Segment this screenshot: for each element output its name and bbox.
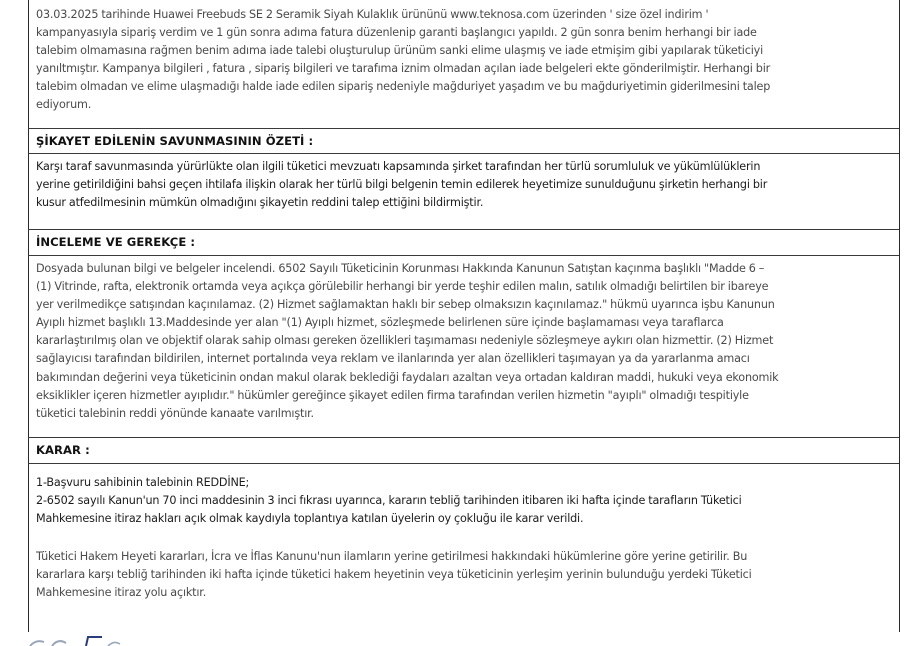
text-line: kararlaştırılmış olan ve objektif olarak sahip olması gereken özellikleri taşımaması nedeniyle sözleşmeye aykırı olan hizmettir. (2) Hizmet [36, 334, 774, 348]
text-line: kampanyasıyla sipariş verdim ve 1 gün sonra adıma fatura düzenlenip garanti başlangıcı yapıldı. 2 gün sonra benim herhangi bir iade [36, 26, 757, 40]
decision-items [36, 474, 891, 528]
decision-heading: KARAR : [36, 443, 90, 457]
decision-item: 2-6502 sayılı Kanun'un 70 inci maddesinin 3 inci fıkrası uyarınca, kararın tebliğ tarihinden itibaren iki hafta içinde tarafların Tüketici [36, 494, 742, 508]
text-line: tüketici talebinin reddi yönünde kanaate varılmıştır. [36, 406, 314, 420]
text-line: Ayıplı hizmet başlıklı 13.Maddesinde yer alan "(1) Ayıplı hizmet, sözleşmede belirlenen süre içinde başlamaması veya taraflarca [36, 316, 724, 330]
defense-heading: ŞİKAYET EDİLENİN SAVUNMASININ ÖZETİ : [36, 134, 314, 148]
text-line: Dosyada bulunan bilgi ve belgeler incelendi. 6502 Sayılı Tüketicinin Korunması Hakkında Kanunun Satıştan kaçınma başlıklı "Madde 6 – [36, 262, 765, 275]
cropped-logo-fragment [28, 636, 148, 646]
text-line: talebim olmamasına rağmen benim adıma iade talebi oluşturulup ürünüm sanki elime ulaşmış ve iade etmişim gibi yapılarak tüketiciyi [36, 44, 764, 58]
section-divider [28, 229, 899, 230]
defense-paragraph [36, 158, 891, 212]
text-line: Karşı taraf savunmasında yürürlükte olan ilgili tüketici mevzuatı kapsamında şirket tarafından her türlü sorumluluk ve yükümlülüklerin [36, 160, 761, 173]
text-line: Tüketici Hakem Heyeti kararları, İcra ve İflas Kanunu'nun ilamların yerine getirilmesi hakkındaki hükümlerine göre yerine getirilir. Bu [36, 550, 748, 563]
text-line: Mahkemesine itiraz yolu açıktır. [36, 586, 207, 600]
section-divider [28, 153, 899, 154]
text-line: yanıltmıştır. Kampanya bilgileri , fatura , sipariş bilgileri ve tarafıma iznim olmadan açılan iade belgeleri ekte gönderilmiştir. Herhangi bir [36, 62, 771, 76]
complaint-paragraph [36, 6, 891, 115]
section-divider [28, 255, 899, 256]
text-line: yerine getirildiğini bahsi geçen ihtilafa ilişkin olarak her türlü bilgi belgenin temin edilerek heyetimize sunulduğunu şirketin herhangi bir [36, 178, 768, 192]
text-line: ediyorum. [36, 98, 92, 112]
review-paragraph [36, 260, 891, 423]
text-line: kararlara karşı tebliğ tarihinden iki hafta içinde tüketici hakem heyetinin veya tüketicinin yerleşim yerinin bulunduğu yerdeki Tüketici [36, 568, 752, 582]
text-line: talebim olmadan ve elime ulaşmadığı halde iade edilen sipariş nedeniyle mağduriyet yaşadım ve bu mağduriyetimin giderilmesini talep [36, 80, 771, 94]
review-heading: İNCELEME VE GEREKÇE : [36, 235, 196, 249]
closing-paragraph [36, 548, 891, 602]
section-divider [28, 128, 899, 129]
text-line: 03.03.2025 tarihinde Huawei Freebuds SE 2 Seramik Siyah Kulaklık ürününü www.teknosa.com üzerinden ' size özel indirim ' [36, 8, 709, 21]
text-line: yer verilmedikçe satışından kaçınılamaz. (2) Hizmet sağlamaktan haklı bir sebep olmaksızın kaçınılamaz." hükmü uyarınca işbu Kanunun [36, 298, 775, 312]
decision-item: Mahkemesine itiraz hakları açık olmak kaydıyla toplantıya katılan üyelerin oy çokluğu ile karar verildi. [36, 512, 584, 526]
decision-item: 1-Başvuru sahibinin talebinin REDDİNE; [36, 476, 250, 489]
section-divider [28, 437, 899, 438]
text-line: sağlayıcısı tarafından bildirilen, internet portalında veya reklam ve ilanlarında yer alan özellikleri taşımayan ya da yararlanma amacı [36, 352, 750, 366]
text-line: eksiklikler içeren hizmetler ayıplıdır." hükümler gereğince şikayet edilen firma tarafından verilen hizmetin "ayıplı" olmadığı tespitiyle [36, 388, 749, 402]
section-divider [28, 463, 899, 464]
text-line: kusur atfedilmesinin mümkün olmadığını şikayetin reddini talep ettiğini bildirmiştir. [36, 196, 484, 210]
text-line: bakımından değerini veya tüketicinin ondan makul olarak beklediği faydaları azaltan veya ortadan kaldıran maddi, hukuki veya ekonomik [36, 370, 779, 384]
text-line: (1) Vitrinde, rafta, elektronik ortamda veya açıkça görülebilir herhangi bir yerde teşhir edilen malın, satılık olmadığı belirtilen bir ibareye [36, 280, 769, 294]
